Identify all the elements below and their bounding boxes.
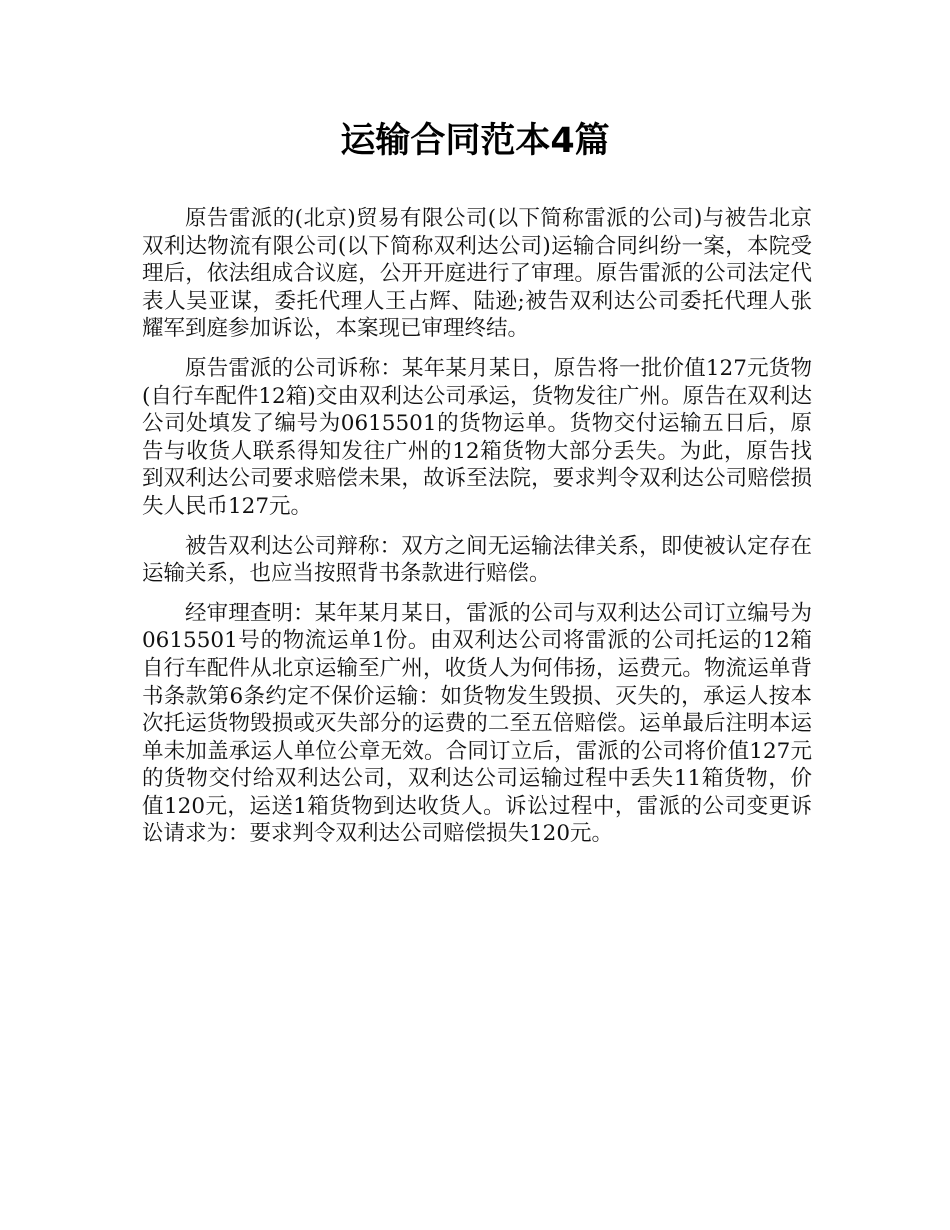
paragraph-plaintiff-intro: 原告雷派的(北京)贸易有限公司(以下简称雷派的公司)与被告北京双利达物流有限公司(以下简称双利达公司)运输合同纠纷一案，本院受理后，依法组成合议庭，公开开庭进行了审理。原告雷派的公司法定代表人吴亚谋，委托代理人王占辉、陆逊;被告双利达公司委托代理人张耀军到庭参加诉讼，本案现已审理终结。: [142, 206, 812, 342]
document-title: 运输合同范本4篇: [340, 121, 610, 161]
paragraph-findings: 经审理查明：某年某月某日，雷派的公司与双利达公司订立编号为0615501号的物流运单1份。由双利达公司将雷派的公司托运的12箱自行车配件从北京运输至广州，收货人为何伟扬，运费元。物流运单背书条款第6条约定不保价运输：如货物发生毁损、灭失的，承运人按本次托运货物毁损或灭失部分的运费的二至五倍赔偿。运单最后注明本运单未加盖承运人单位公章无效。合同订立后，雷派的公司将价值127元的货物交付给双利达公司，双利达公司运输过程中丢失11箱货物，价值120元，运送1箱货物到达收货人。诉讼过程中，雷派的公司变更诉讼请求为：要求判令双利达公司赔偿损失120元。: [142, 600, 812, 847]
document-body: [142, 205, 812, 860]
paragraph-defendant-defense: 被告双利达公司辩称：双方之间无运输法律关系，即使被认定存在运输关系，也应当按照背书条款进行赔偿。: [142, 533, 812, 587]
paragraph-plaintiff-claim: 原告雷派的公司诉称：某年某月某日，原告将一批价值127元货物(自行车配件12箱)交由双利达公司承运，货物发往广州。原告在双利达公司处填发了编号为0615501的货物运单。货物交付运输五日后，原告与收货人联系得知发往广州的12箱货物大部分丢失。为此，原告找到双利达公司要求赔偿未果，故诉至法院，要求判令双利达公司赔偿损失人民币127元。: [142, 355, 812, 519]
